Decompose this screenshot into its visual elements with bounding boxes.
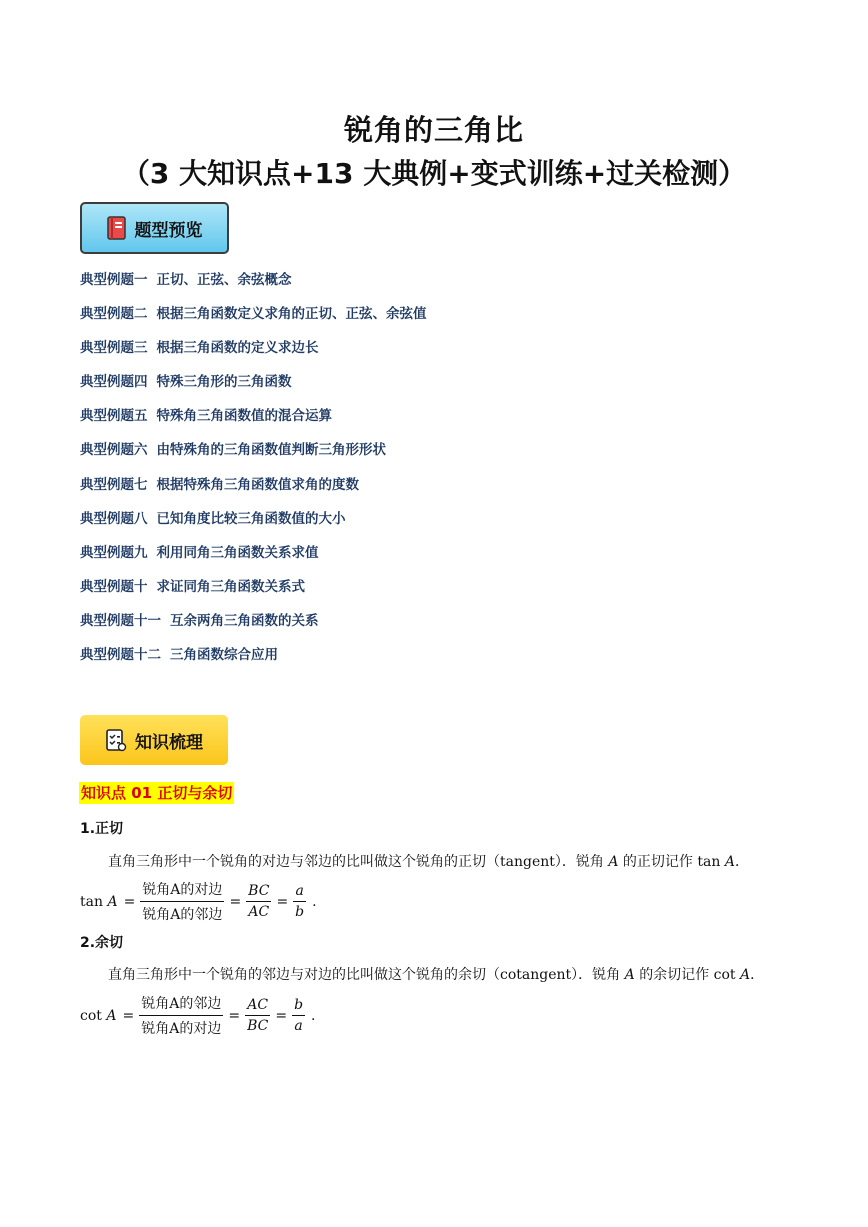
preview-badge	[80, 202, 229, 254]
preview-badge-label: 题型预览	[134, 220, 203, 241]
checklist-icon	[105, 728, 127, 752]
list-item: 典型例题一 正切、正弦、余弦概念	[80, 272, 292, 288]
list-item: 典型例题三 根据三角函数的定义求边长	[80, 340, 319, 357]
list-item: 典型例题六 由特殊角的三角函数值判断三角形形状	[80, 442, 386, 459]
list-item: 典型例题十二 三角函数综合应用	[80, 647, 278, 664]
list-item: 典型例题五 特殊角三角函数值的混合运算	[80, 408, 332, 425]
knowledge-badge	[80, 715, 228, 765]
list-item: 典型例题八 已知角度比较三角函数值的大小	[80, 510, 346, 527]
cotangent-definition: 直角三角形中一个锐角的邻边与对边的比叫做这个锐角的余切（cotangent）．锐角 A 的余切记作 cot A．	[108, 967, 765, 983]
list-item: 典型例题二 根据三角函数定义求角的正切、正弦、余弦值	[80, 306, 427, 323]
list-item: 典型例题四 特殊三角形的三角函数	[80, 374, 292, 391]
list-item: 典型例题十一 互余两角三角函数的关系	[80, 612, 319, 629]
cotangent-heading: 2.余切	[80, 935, 124, 951]
book-icon	[107, 216, 127, 240]
list-item: 典型例题七 根据特殊角三角函数值求角的度数	[80, 476, 359, 493]
list-item: 典型例题九 利用同角三角函数关系求值	[80, 544, 319, 561]
page-subtitle: （3 大知识点+13 大典例+变式训练+过关检测）	[121, 157, 747, 190]
knowledge-point-title: 知识点 01 正切与余切	[81, 784, 233, 802]
tangent-definition: 直角三角形中一个锐角的对边与邻边的比叫做这个锐角的正切（tangent）．锐角 A 的正切记作 tan A．	[108, 854, 749, 870]
example-list	[80, 270, 427, 679]
page-title: 锐角的三角比	[343, 113, 524, 147]
list-item: 典型例题十 求证同角三角函数关系式	[80, 578, 305, 595]
knowledge-badge-label: 知识梳理	[135, 732, 203, 753]
cotangent-formula: cot A = $\frac{\text{锐角A的邻边}}{\text{锐角A的对边}}$ = $\frac{AC}{BC}$ = $\frac{b}{a}$ .	[80, 993, 316, 1038]
tangent-heading: 1.正切	[80, 821, 124, 837]
tangent-formula: tan A = $\frac{\text{锐角A的对边}}{\text{锐角A的邻边}}$ = $\frac{BC}{AC}$ = $\frac{a}{b}$ .	[80, 879, 317, 924]
